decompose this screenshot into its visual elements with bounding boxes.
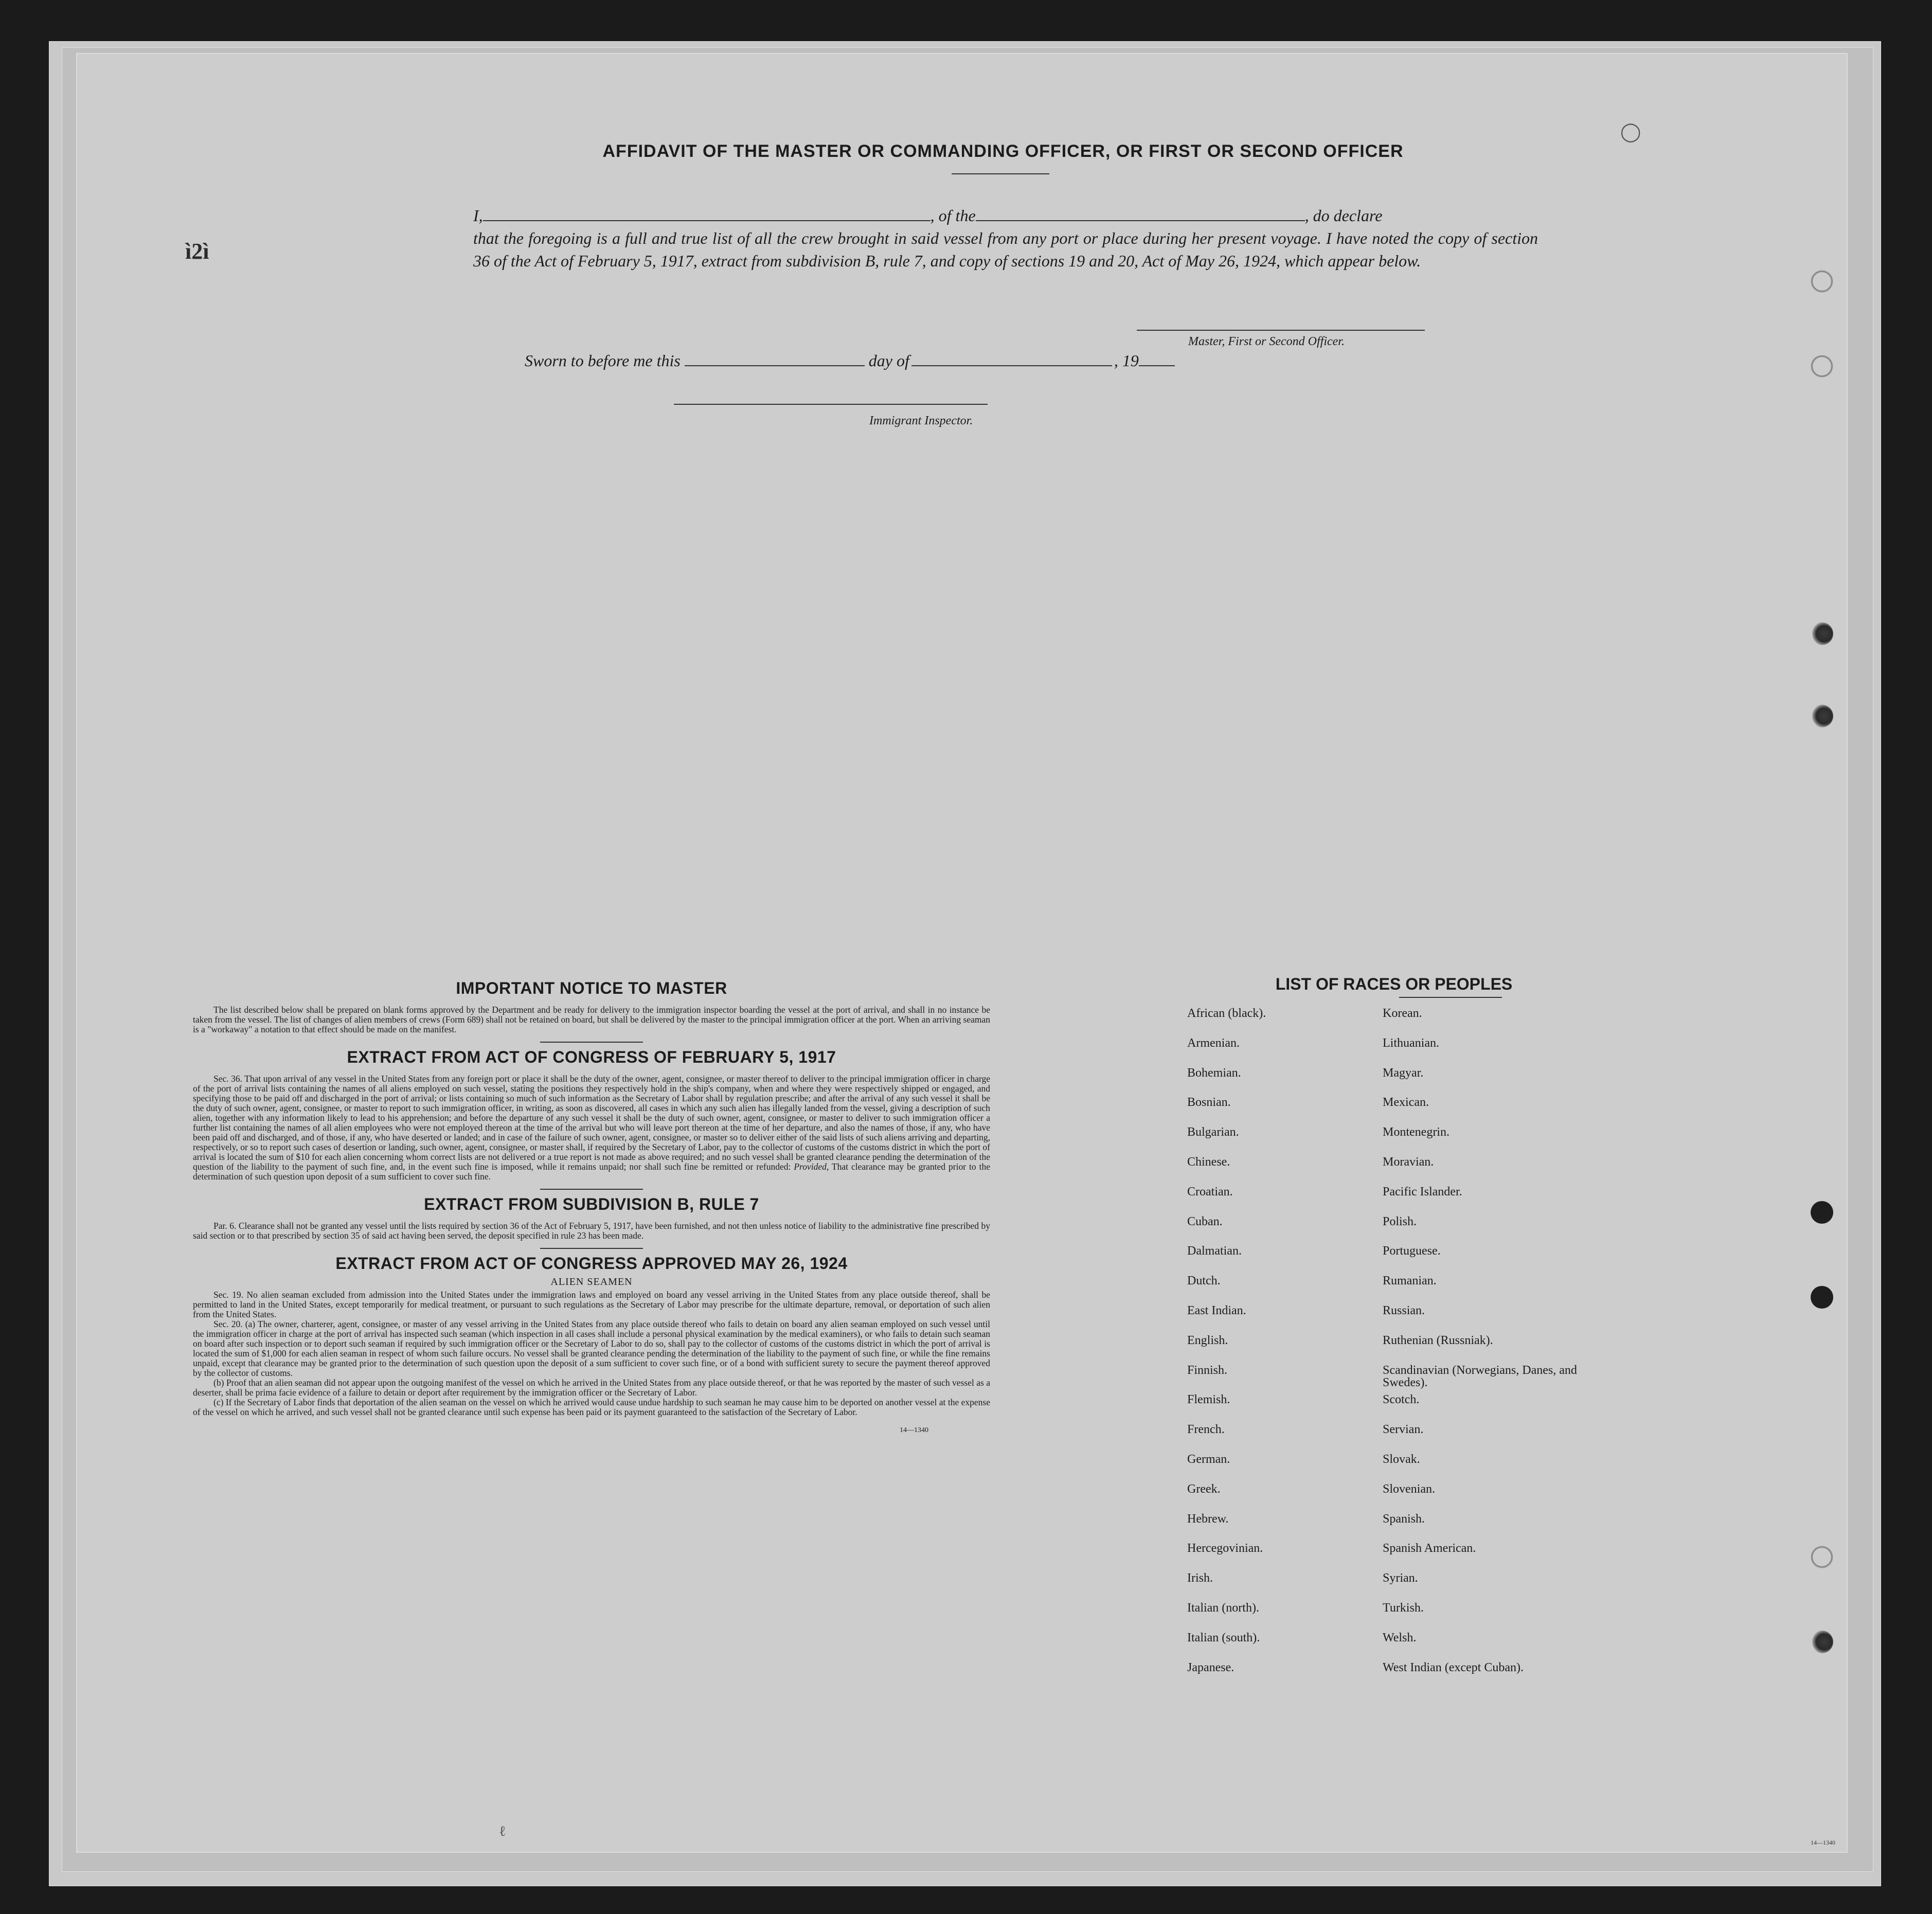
punch-hole [1811,355,1833,378]
race-item: Lithuanian. [1383,1036,1439,1050]
notice-title: IMPORTANT NOTICE TO MASTER [456,979,727,997]
form-number: 14—1340 [900,1426,928,1434]
extract-rule7-title: EXTRACT FROM SUBDIVISION B, RULE 7 [424,1195,759,1213]
race-item: Bulgarian. [1187,1125,1239,1139]
race-item: Servian. [1383,1423,1424,1437]
sworn-prefix: Sworn to before me this [525,351,681,370]
race-item: Chinese. [1187,1155,1230,1169]
races-title: LIST OF RACES OR PEOPLES [1275,975,1513,993]
race-item: Scandinavian (Norwegians, Danes, and Swedes). [1383,1363,1577,1389]
race-item: Portuguese. [1383,1244,1441,1258]
race-item: Montenegrin. [1383,1125,1450,1139]
signature-line[interactable] [1137,330,1425,331]
race-item: Dalmatian. [1187,1244,1242,1258]
extract-1917-text [193,1074,990,1182]
alien-seamen-subtitle: ALIEN SEAMEN [550,1276,633,1287]
race-item: Armenian. [1187,1036,1240,1050]
race-item: Russian. [1383,1303,1425,1317]
extract-1924-text [193,1290,990,1417]
sworn-day-label: day of [868,351,909,370]
punch-hole [1811,705,1833,727]
affidavit-declare: , do declare [1304,206,1383,225]
par-6-paragraph: Par. 6. Clearance shall not be granted any vessel until the lists required by section 36 of the Act of February 5, 1917, have been furnished, and not then unless notice of liability to the administrative fine prescribed by said section or to that prescribed by section 35 of said act having been served, the deposit specified in rule 23 has been made. [193,1221,990,1241]
race-item: Korean. [1383,1007,1422,1020]
race-item: Spanish American. [1383,1542,1476,1555]
race-item: Irish. [1187,1571,1213,1585]
race-item: Syrian. [1383,1571,1418,1585]
punch-hole [1811,622,1833,645]
race-item: Turkish. [1383,1601,1424,1615]
race-item: Slovak. [1383,1452,1420,1466]
race-item: Bosnian. [1187,1096,1231,1110]
sworn-year: , 19 [1114,351,1139,370]
inspector-signature-line[interactable] [674,404,988,405]
race-item: Flemish. [1187,1393,1230,1407]
race-item: Italian (north). [1187,1601,1259,1615]
race-item: Pacific Islander. [1383,1185,1462,1199]
races-rule [1399,997,1502,998]
race-item: Slovenian. [1383,1482,1435,1496]
sec-19-paragraph: Sec. 19. No alien seaman excluded from admission into the United States under the immigration laws and employed on board any vessel arriving in the United States from any place outside thereof, shall be permitted to land in the United States, except temporarily for medical treatment, or pursuant to such regulations as the Secretary of Labor may prescribe for the ultimate departure, removal, or deportation of such alien from the United States. [193,1290,990,1319]
affidavit-i: I, [473,206,483,225]
sworn-line [525,351,1175,370]
race-item: Magyar. [1383,1066,1424,1080]
race-item: East Indian. [1187,1303,1246,1317]
title-rule [952,173,1049,174]
section-rule [540,1248,643,1249]
race-item: Hercegovinian. [1187,1542,1263,1555]
race-item: Finnish. [1187,1363,1228,1377]
race-item: West Indian (except Cuban). [1383,1660,1524,1674]
pencil-mark: ◯ [1620,121,1641,142]
race-item: Japanese. [1187,1660,1235,1674]
race-item: Cuban. [1187,1214,1223,1228]
race-item: Dutch. [1187,1274,1221,1288]
race-item: Scotch. [1383,1393,1420,1407]
notice-text [193,1005,990,1034]
vessel-blank[interactable] [976,209,1305,221]
notice-column [193,979,990,1435]
affidavit-of-the: , of the [930,206,976,225]
race-item: French. [1187,1423,1225,1437]
race-item: German. [1187,1452,1230,1466]
name-blank[interactable] [483,209,931,221]
race-item: Italian (south). [1187,1631,1260,1644]
race-item: Mexican. [1383,1096,1429,1110]
race-item: English. [1187,1333,1228,1347]
affidavit-title: AFFIDAVIT OF THE MASTER OR COMMANDING OFFICER, OR FIRST OR SECOND OFFICER [602,141,1404,161]
race-item: Croatian. [1187,1185,1233,1199]
section-rule [540,1042,643,1043]
inspector-label: Immigrant Inspector. [869,414,973,427]
races-grid [1183,1007,1605,1691]
punch-hole [1811,1546,1833,1568]
sec-20a-paragraph: Sec. 20. (a) The owner, charterer, agent, consignee, or master of any vessel arriving in the United States from any place outside thereof who fails to detain on board any alien seaman employed on such vessel until the immigration officer in charge at the port of arrival has inspected such seaman (which inspection in all cases shall include a personal physical examination by the medical examiners), or who fails to detain such seaman on board after such inspection or to deport such seaman if required by such immigration officer or the Secretary of Labor to do so, shall pay to the collector of customs of the customs district in which the port of arrival is located the sum of $1,000 for each alien seaman in respect of whom such failure occurs. No vessel shall be granted clearance pending the determination of the liability to the payment of such fine, or while the fine remains unpaid, except that clearance may be granted prior to the determination of such question upon the deposit of a sum sufficient to cover such fine, or of a bond with sufficient surety to secure the payment thereof approved by the collector of customs. [193,1319,990,1378]
notice-paragraph: The list described below shall be prepared on blank forms approved by the Department and be ready for delivery to the immigration inspector boarding the vessel at the port of arrival, and shall in no instance be taken from the vessel. The list of changes of alien members of crews (Form 689) shall not be retained on board, but shall be delivered by the master to the principal immigration officer at the port. When an arriving seaman is a "workaway" a notation to that effect should be made on the manifest. [193,1005,990,1034]
race-item: Rumanian. [1383,1274,1437,1288]
punch-hole [1811,1631,1833,1653]
race-item: Ruthenian (Russniak). [1383,1333,1493,1347]
race-item: Moravian. [1383,1155,1434,1169]
sworn-day-blank[interactable] [685,354,865,366]
race-item: Spanish. [1383,1512,1425,1526]
extract-1924-title: EXTRACT FROM ACT OF CONGRESS APPROVED MAY 26, 1924 [335,1254,848,1273]
signature-label: Master, First or Second Officer. [1188,335,1345,348]
affidavit-text: that the foregoing is a full and true list of all the crew brought in said vessel from any port or place during her present voyage. I have noted the copy of section 36 of the Act of February 5, 1917, extract from subdivision B, rule 7, and copy of sections 19 and 20, Act of May 26, 1924, which appear below. [473,229,1538,270]
section-rule [540,1189,643,1190]
sec-36-paragraph: Sec. 36. That upon arrival of any vessel in the United States from any foreign port or place it shall be the duty of the owner, agent, consignee, or master thereof to deliver to the principal immigration officer in charge of the port of arrival lists containing the names of all aliens employed on such vessel, stating the positions they respectively hold in the ship's company, when and where they were respectively shipped or engaged, and specifying those to be paid off and discharged in the port of arrival; or lists containing so much of such information as the Secretary of Labor shall by regulation prescribe; and after the arrival of any such vessel it shall be the duty of such owner, agent, consignee, or master to report to such immigration officer, in writing, as soon as discovered, all cases in which any such alien has illegally landed from the vessel, giving a description of such alien, together with any information likely to lead to his apprehension; and before the departure of any such vessel it shall be the duty of such owner, agent, consignee, or master to deliver to such immigration officer a further list containing the names of all alien employees who were not employed thereon at the time of the arrival but who will leave port thereon at the time of her departure, and also the names of those, if any, who have been paid off and discharged, and of those, if any, who have deserted or landed; and in case of the failure of such owner, agent, consignee, or master so to deliver either of the said lists of such aliens arriving and departing, respectively, or so to report such cases of desertion or landing, such owner, agent, consignee, or master shall, if required by the Secretary of Labor, pay to the collector of customs of the customs district in which the port of arrival is located the sum of $10 for each alien concerning whom correct lists are not delivered or a true report is not made as above required; and no such vessel shall be granted clearance pending the determination of the question of the liability to the payment of such fine, and, in the event such fine is imposed, while it remains unpaid; nor shall such fine be remitted or refunded: Provided, That clearance may be granted prior to the determination of such question upon deposit of a sum sufficient to cover such fine. [193,1074,990,1182]
race-item: Hebrew. [1187,1512,1229,1526]
race-item: Greek. [1187,1482,1221,1496]
affidavit-body [473,204,1538,272]
sec-20b-paragraph: (b) Proof that an alien seaman did not appear upon the outgoing manifest of the vessel on which he arrived in the United States from any place outside thereof, or that he was reported by the master of such vessel as a deserter, shall be prima facie evidence of a failure to detain or deport after requirement by the immigration officer or the Secretary of Labor. [193,1378,990,1398]
race-item: African (black). [1187,1007,1266,1020]
extract-1917-title: EXTRACT FROM ACT OF CONGRESS OF FEBRUARY 5, 1917 [347,1048,836,1066]
sec-20c-paragraph: (c) If the Secretary of Labor finds that deportation of the alien seaman on the vessel on which he arrived would cause undue hardship to such seaman he may cause him to be deported on another vessel at the expense of the vessel on which he arrived, and such vessel shall not be granted clearance until such expense has been paid or its payment guaranteed to the satisfaction of the Secretary of Labor. [193,1397,990,1417]
margin-stamp: ì2ì [185,239,209,264]
races-list [1183,975,1605,1691]
race-item: Bohemian. [1187,1066,1241,1080]
extract-rule7-text [193,1221,990,1241]
sworn-year-blank[interactable] [1139,354,1175,366]
document-page [77,54,1847,1852]
punch-hole [1811,1201,1833,1224]
pencil-mark: ℓ [499,1823,506,1839]
corner-form-number: 14—1340 [1811,1839,1835,1846]
punch-hole [1811,1286,1833,1309]
punch-hole [1811,270,1833,293]
race-item: Welsh. [1383,1631,1417,1644]
race-item: Polish. [1383,1214,1417,1228]
sworn-month-blank[interactable] [911,354,1112,366]
